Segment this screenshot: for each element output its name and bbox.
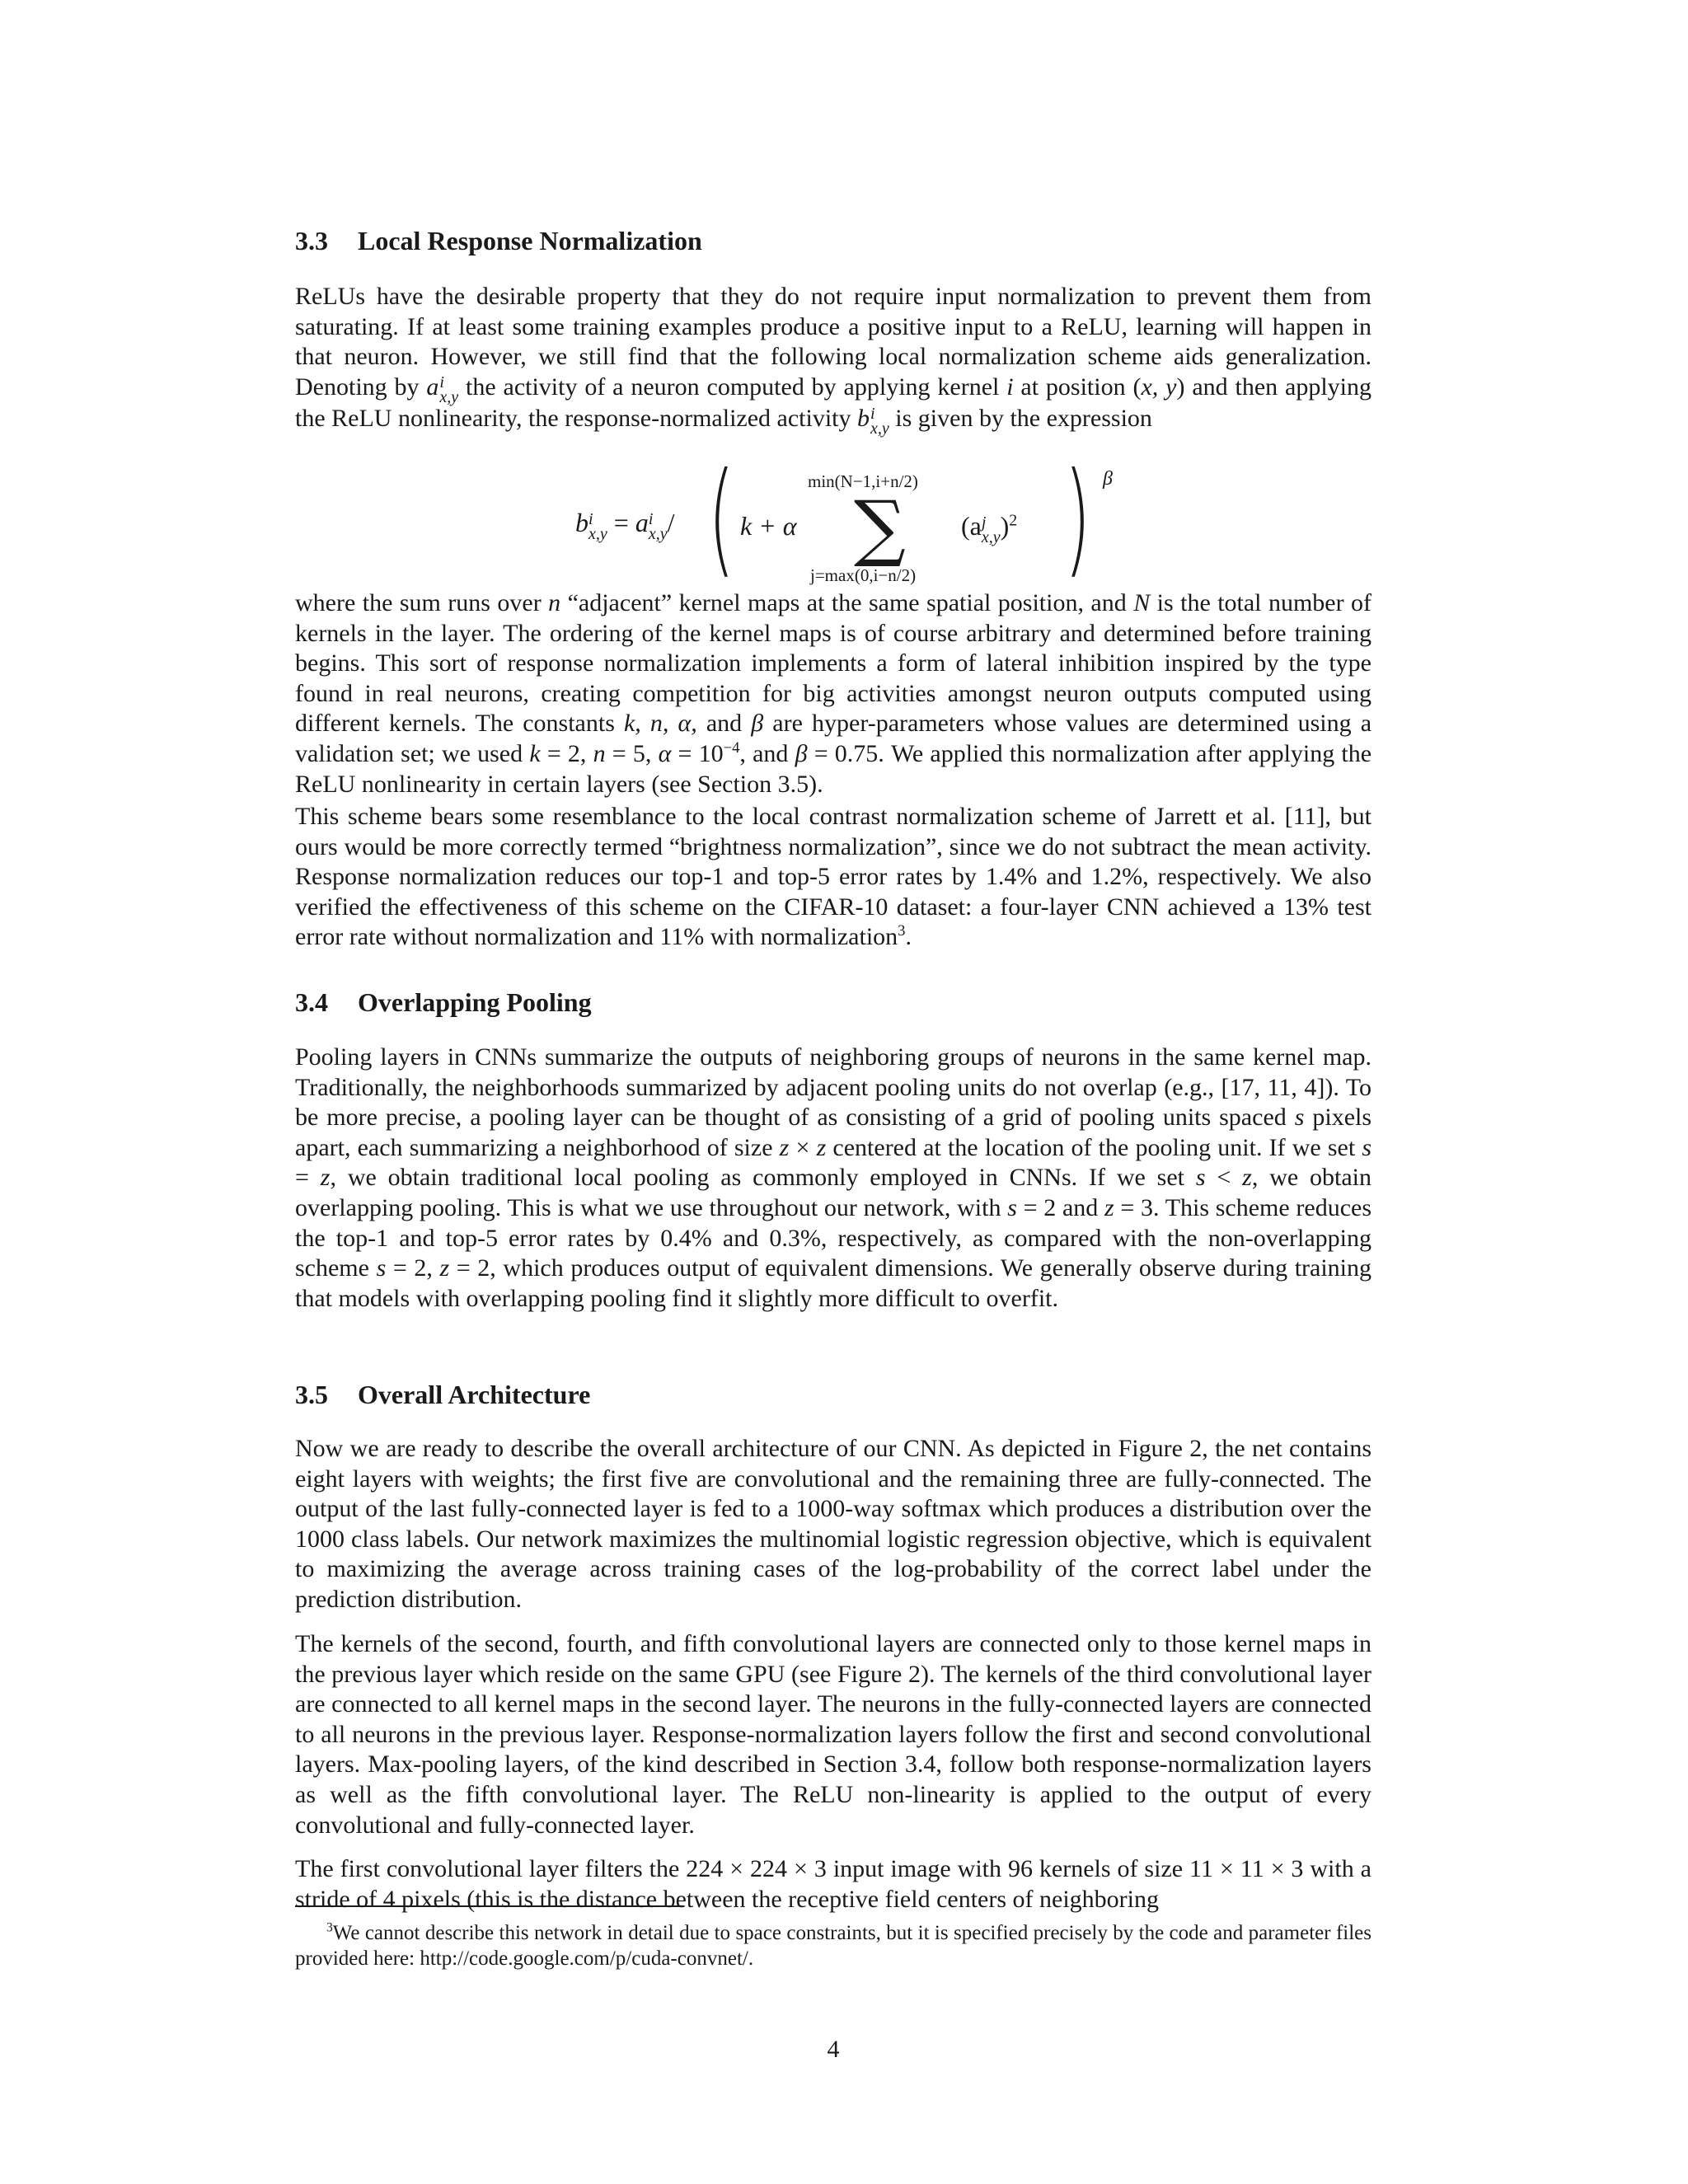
math-s-2: s = 2 — [1007, 1193, 1057, 1221]
text: we obtain overlapping pooling. This is what we use throughout our network, with — [295, 1164, 1372, 1221]
math-s: s — [1294, 1104, 1305, 1132]
math-s2-z2: s = 2, z = 2, — [376, 1254, 496, 1282]
math-z-3: z = 3. — [1104, 1193, 1160, 1221]
footnote-rule — [295, 1905, 684, 1907]
footnote-marker: 3 — [326, 1920, 333, 1935]
paragraph — [295, 802, 1372, 953]
eq-term: (a j x,y )$^2$ — [961, 511, 1018, 546]
paragraph: Now we are ready to describe the overall architecture of our CNN. As depicted in Figure 2, the net contains eight layers with weights; the first five are convolutional and the remaining three are fully-connected. The output of the last fully-connected layer is fed to a 1000-way softmax which produces a distribution over the 1000 class labels. Our network maximizes the multinomial logistic regression objective, which is equivalent to maximizing the average across training cases of the log-probability of the correct label under the prediction distribution. — [295, 1435, 1372, 1613]
text: “adjacent” kernel maps at the same spatial position, and — [567, 589, 1127, 616]
text: This scheme bears some resemblance to the local contrast normalization scheme of Jarrett et al. [11], but ours would be more correctly termed “brightness normalization”, since we do not subtract the mean activity. Response normalization reduces our top-1 and top-5 error rates by 1.4% and 1.2%, respectively. We also verified the effectiveness of this scheme on the CIFAR-10 dataset: a four-layer CNN achieved a 13% test error rate without normalization and 11% with normalization — [295, 803, 1372, 951]
math-i: i — [1006, 373, 1014, 401]
math-z-by-z: z × z — [779, 1133, 827, 1161]
math-n-value: n = 5 — [593, 739, 645, 767]
normalization-equation — [575, 447, 1152, 590]
math-beta: β — [751, 710, 764, 738]
math-constants: k, n, α, — [623, 710, 697, 738]
section-number: 3.3 — [295, 226, 328, 255]
text: is given by the expression — [895, 404, 1152, 432]
section-title: Overlapping Pooling — [358, 987, 592, 1017]
footnote — [295, 1920, 1372, 1971]
math-n: n — [548, 589, 561, 616]
text: This scheme reduces the top-1 and top-5 error rates by 0.4% and 0.3%, respectively, as compared with the non-overlapping scheme — [295, 1193, 1372, 1282]
text: is the total number of kernels in the layer. The ordering of the kernel maps is of course arbitrary and determined before training begins. This sort of response normalization implements a form of lateral inhibition inspired by the type found in real neurons, creating competition for big activities amongst neuron outputs computed using different kernels. The constants — [295, 589, 1372, 738]
math-xy: (x, y) — [1132, 373, 1185, 401]
math-beta-value: β = 0.75. — [795, 739, 884, 767]
section-heading-3-3 — [295, 224, 702, 257]
text: with a stride of 4 pixels (this is the distance between the receptive field centers of neighboring — [295, 1855, 1372, 1913]
paragraph: where the sum runs over n “adjacent” kernel maps at the same spatial position, and N is the total number of kernels in the layer. The ordering of the kernel maps is of course arbitrary and determined before training begins. This sort of response normalization implements a form of lateral inhibition inspired by the type found in real neurons, creating competition for big activities amongst neuron outputs computed using different kernels. The constants k, n, α, and β are hyper-parameters whose values are determined using a validation set; we used k = 2, n = 5, $\alpha = 10^{-4}$, and β = 0.75. We applied this normalization after applying the ReLU nonlinearity in certain layers (see Section 3.5). — [295, 589, 1372, 798]
footnote-text: We cannot describe this network in detail due to space constraints, but it is specified precisely by the code and parameter files provided here: http://code.google.com/p/cuda-convnet/. — [295, 1922, 1372, 1970]
text: the activity of a neuron computed by applying kernel — [466, 373, 1000, 401]
left-paren: ( — [708, 447, 735, 590]
section-heading-3-5 — [295, 1378, 590, 1411]
text: we obtain traditional local pooling as commonly employed in CNNs. If we set — [347, 1164, 1184, 1192]
text: and — [753, 739, 789, 767]
section-number: 3.5 — [295, 1380, 328, 1409]
sum-sign: ∑ — [854, 485, 906, 569]
section-number: 3.4 — [295, 987, 328, 1017]
text: ReLUs have the desirable property that they do not require input normalization to prevent them from saturating. If at least some training examples produce a positive input to a ReLU, learning will happen in that neuron. However, we still find that the following local normalization scheme aids generalization. Denoting by — [295, 283, 1372, 401]
eq-beta: β — [1103, 468, 1113, 490]
footnote-ref: 3 — [898, 922, 906, 940]
text: The first convolutional layer filters the — [295, 1855, 680, 1882]
sum-upper-limit: min(N−1,i+n/2) — [808, 471, 918, 491]
text: are hyper-parameters whose values are determined using a validation set; we used — [295, 710, 1372, 767]
math-alpha-value: $\alpha = 10^{-4}$ — [658, 738, 740, 767]
section-title: Overall Architecture — [358, 1380, 591, 1409]
math-k-value: k = 2 — [529, 739, 580, 767]
math-b-ixy: b i x,y — [857, 404, 889, 438]
section-title: Local Response Normalization — [358, 226, 702, 255]
math-s-eq-z: s = z, — [295, 1133, 1372, 1192]
text: at position — [1020, 373, 1126, 401]
text: where the sum runs over — [295, 589, 542, 616]
section-heading-3-4 — [295, 986, 592, 1019]
paragraph — [295, 1043, 1372, 1314]
eq-k-alpha: k + α — [740, 511, 797, 541]
math-input-size: 224 × 224 × 3 — [686, 1855, 827, 1882]
text: Pooling layers in CNNs summarize the outputs of neighboring groups of neurons in the same kernel map. Traditionally, the neighborhoods summarized by adjacent pooling units do not overlap (e.g., [17, 11, 4]). To be more precise, a pooling layer can be thought of as consisting of a grid of pooling units spaced — [295, 1043, 1372, 1132]
eq-lhs: b i x,y = a i x,y / — [575, 508, 675, 543]
math-kernel-size: 11 × 11 × 3 — [1189, 1855, 1304, 1882]
math-a-ixy: a i x,y — [426, 373, 459, 406]
sum-lower-limit: j=max(0,i−n/2) — [810, 565, 917, 585]
text: and then applying the ReLU nonlinearity, the response-normalized activity — [295, 373, 1372, 432]
text: We applied this normalization after applying the ReLU nonlinearity in certain layers (see Section 3.5). — [295, 739, 1372, 798]
paragraph: The kernels of the second, fourth, and fifth convolutional layers are connected only to those kernel maps in the previous layer which reside on the same GPU (see Figure 2). The kernels of the third convolutional layer are connected to all kernel maps in the second layer. The neurons in the fully-connected layers are connected to all neurons in the previous layer. Response-normalization layers follow the first and second convolutional layers. Max-pooling layers, of the kind described in Section 3.4, follow both response-normalization layers as well as the fifth convolutional layer. The ReLU non-linearity is applied to the output of every convolutional and fully-connected layer. — [295, 1630, 1372, 1839]
text: which produces output of equivalent dimensions. We generally observe during training that models with overlapping pooling find it slightly more difficult to overfit. — [295, 1254, 1372, 1312]
math-s-lt-z: s < z, — [1195, 1164, 1259, 1192]
paragraph — [295, 282, 1372, 438]
page-number: 4 — [827, 2036, 840, 2063]
right-paren: ) — [1064, 447, 1091, 590]
text: input image with 96 kernels of size — [832, 1855, 1184, 1882]
text: and — [1062, 1193, 1099, 1221]
text: pixels apart, each summarizing a neighborhood of size — [295, 1104, 1372, 1161]
paper-page — [295, 0, 1372, 2184]
text: and — [706, 710, 743, 738]
text: centered at the location of the pooling unit. If we set — [832, 1133, 1356, 1161]
math-N: N — [1133, 589, 1151, 616]
text: . — [905, 923, 912, 951]
